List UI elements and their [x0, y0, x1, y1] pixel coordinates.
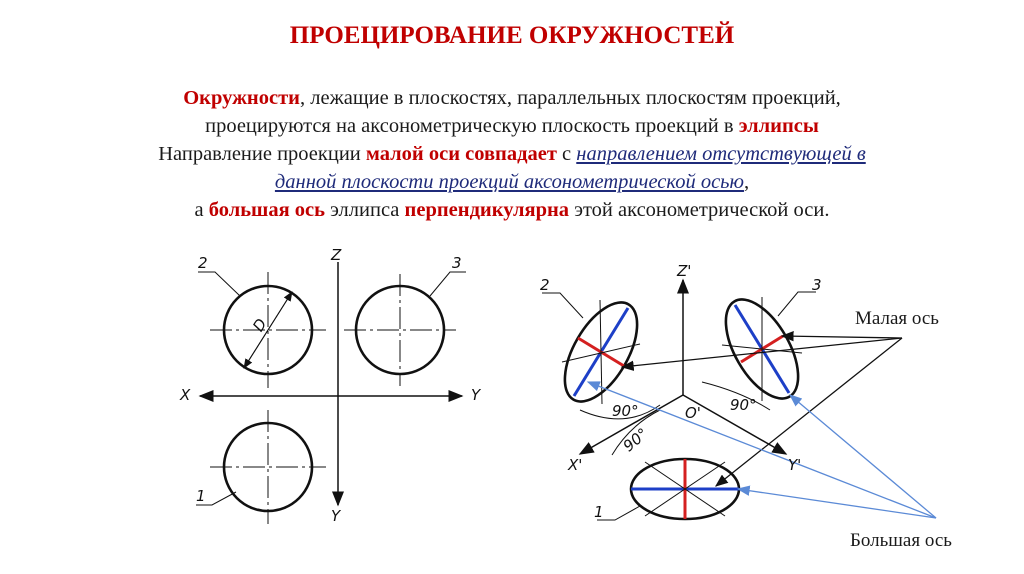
ellipse-2 [542, 291, 652, 413]
text-segment: , лежащие в плоскостях, параллельных плоскостям проекций, [299, 87, 841, 109]
term-perpendicular: перпендикулярна [404, 199, 570, 221]
major-axis-pointers [588, 382, 936, 518]
right-label-1: 1 [594, 503, 604, 521]
leader-3 [430, 272, 466, 296]
text-segment: а [194, 199, 209, 221]
text-segment: Направление проекции [158, 143, 366, 165]
text-segment: , [743, 171, 750, 193]
angle-label-2: 90° [730, 396, 757, 414]
term-circles: Окружности [183, 87, 300, 109]
ellipse-1 [597, 459, 739, 520]
leader-r2 [542, 293, 583, 318]
right-label-y: Y' [788, 456, 802, 474]
left-label-x: X [180, 386, 191, 404]
right-label-2: 2 [540, 276, 550, 294]
term-ellipses: эллипсы [738, 115, 819, 137]
term-minor-axis: малой оси совпадает [365, 143, 557, 165]
left-label-z: Z [331, 246, 342, 264]
left-label-2: 2 [198, 254, 208, 272]
text-segment: с [556, 143, 577, 165]
left-label-1: 1 [196, 487, 206, 505]
term-major-axis: большая ось [208, 199, 325, 221]
angle-label-3: 90° [619, 424, 652, 456]
left-label-d: D [249, 315, 271, 335]
right-label-origin: O' [685, 404, 701, 422]
angle-label-1: 90° [612, 402, 639, 420]
left-label-y: Y [471, 386, 481, 404]
major-axis-label: Большая ось [850, 530, 952, 551]
text-segment: эллипса [325, 199, 405, 221]
text-segment: проецируются на аксонометрическую плоскость проекций в [205, 115, 739, 137]
emphasis-direction-cont: данной плоскости проекций аксонометрической осью [274, 171, 744, 193]
page-title: ПРОЕЦИРОВАНИЕ ОКРУЖНОСТЕЙ [289, 22, 735, 49]
left-label-y-bottom: Y [331, 507, 341, 525]
emphasis-direction: направлением отсутствующей в [576, 143, 866, 165]
leader-2 [198, 272, 240, 296]
right-label-z: Z' [677, 262, 692, 280]
right-label-x: X' [568, 456, 583, 474]
minor-axis-label: Малая ось [855, 308, 939, 329]
left-label-3: 3 [452, 254, 462, 272]
left-orthographic-drawing [196, 262, 466, 524]
leader-r3 [778, 292, 816, 316]
circle-1 [196, 410, 326, 524]
circle-3 [344, 272, 466, 386]
right-label-3: 3 [812, 276, 822, 294]
text-segment: этой аксонометрической оси. [569, 199, 830, 221]
